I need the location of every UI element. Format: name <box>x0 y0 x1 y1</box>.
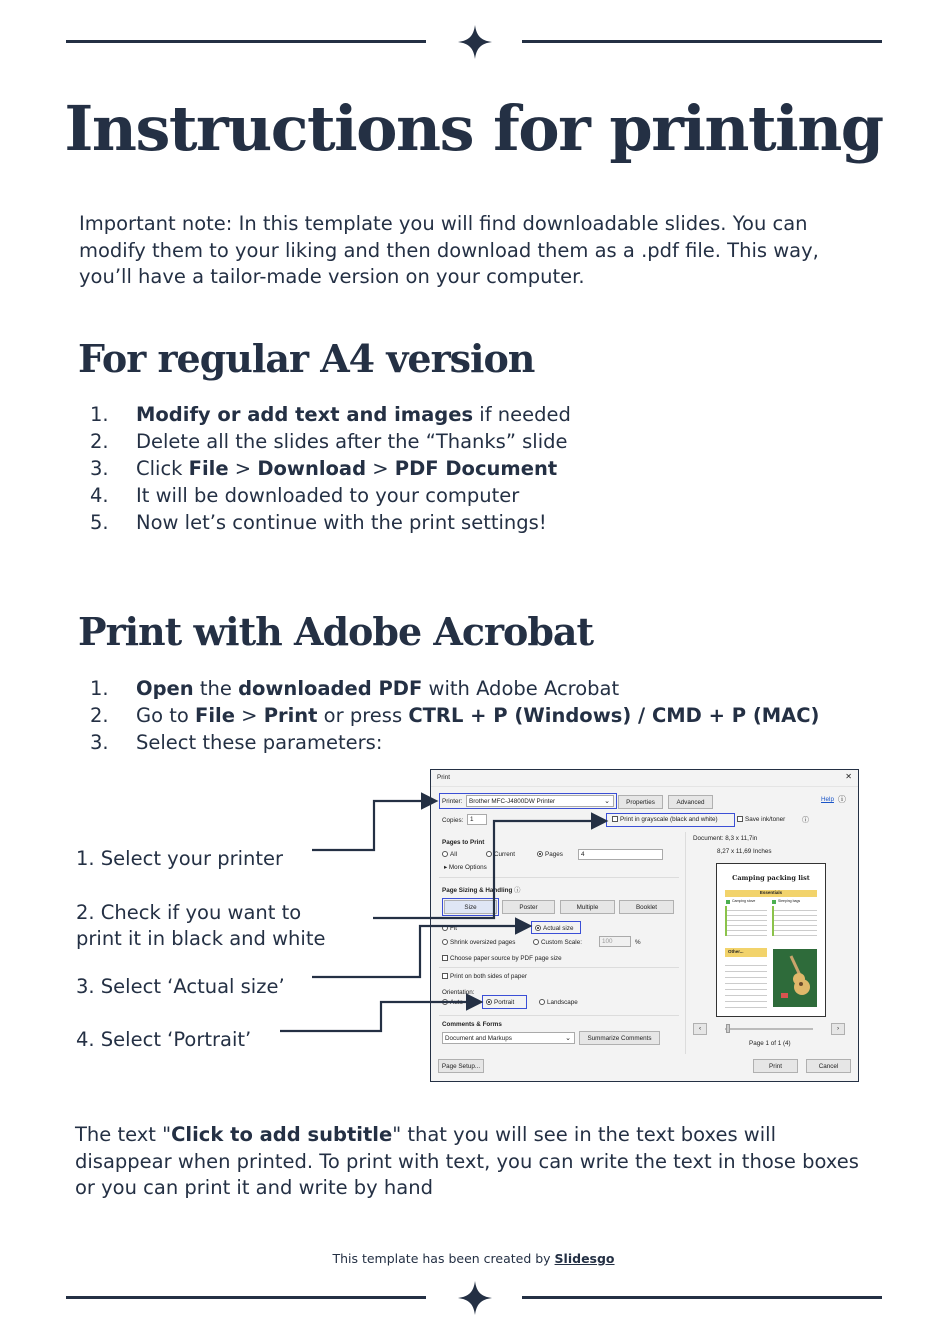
copies-value: 1 <box>470 816 474 823</box>
preview-item-1: Camping stove <box>732 899 756 903</box>
list-item <box>78 702 819 729</box>
text-run: Go to <box>136 704 196 727</box>
radio-fit[interactable] <box>442 925 457 932</box>
callout-grayscale-line2: print it in black and white <box>76 927 326 950</box>
tab-booklet[interactable]: Booklet <box>619 900 674 914</box>
copies-label: Copies: <box>442 817 464 824</box>
both-sides-check-icon <box>442 973 448 979</box>
pages-input-value: 4 <box>581 851 585 858</box>
list-item <box>78 455 571 482</box>
callout-portrait: 4. Select ‘Portrait’ <box>76 1028 252 1051</box>
radio-pages-label: Pages <box>545 851 563 858</box>
a4-steps-list <box>78 401 571 536</box>
text-run: > <box>234 704 264 727</box>
actual-size-highlight <box>531 921 581 934</box>
custom-scale-value: 100 <box>602 938 613 945</box>
radio-custom-scale-icon <box>533 939 539 945</box>
portrait-highlight <box>482 995 527 1009</box>
both-sides-label: Print on both sides of paper <box>450 973 528 980</box>
preview-section-essentials: Essentials <box>759 890 783 895</box>
preview-lines-bottom <box>725 960 767 1008</box>
list-item <box>78 729 819 756</box>
radio-current[interactable] <box>486 851 515 858</box>
text-run: Now let’s continue with the print settings! <box>136 511 547 534</box>
radio-current-icon <box>486 851 492 857</box>
radio-fit-icon <box>442 925 448 931</box>
bold-text: Modify or add text and images <box>136 403 474 426</box>
heading-acrobat: Print with Adobe Acrobat <box>78 609 594 654</box>
bold-text: Open <box>136 677 194 700</box>
page-slider-thumb[interactable] <box>726 1024 730 1033</box>
bottom-rule-left <box>66 1296 426 1299</box>
list-item <box>78 675 819 702</box>
page-slider[interactable] <box>725 1028 813 1030</box>
dialog-title: Print <box>437 774 450 781</box>
list-number: 2. <box>90 430 109 453</box>
save-ink-checkbox[interactable] <box>737 816 785 823</box>
list-item <box>78 428 571 455</box>
left-panel-divider <box>685 832 686 1054</box>
bottom-rule-right <box>522 1296 882 1299</box>
pages-input[interactable] <box>578 849 663 860</box>
paper-size: 8,27 x 11,69 Inches <box>717 848 772 855</box>
document-size: Document: 8,3 x 11,7in <box>693 835 758 842</box>
grayscale-label: Print in grayscale (black and white) <box>620 816 718 823</box>
list-number: 2. <box>90 704 109 727</box>
radio-landscape-icon <box>539 999 545 1005</box>
list-text <box>136 675 619 702</box>
list-text <box>136 428 568 455</box>
footer-brand-link[interactable]: Slidesgo <box>554 1251 615 1266</box>
list-number: 3. <box>90 731 109 754</box>
radio-custom-scale-label: Custom Scale: <box>541 939 582 946</box>
radio-auto-label: Auto <box>450 999 463 1006</box>
guitar-icon <box>773 949 817 1007</box>
more-options-label: More Options <box>448 864 487 871</box>
text-run: Select these parameters: <box>136 731 383 754</box>
pages-to-print-heading: Pages to Print <box>442 839 485 846</box>
bold-text: downloaded PDF <box>238 677 423 700</box>
properties-button[interactable]: Properties <box>618 795 663 809</box>
preview-lines-left <box>725 906 767 936</box>
save-ink-label: Save ink/toner <box>745 816 786 823</box>
text-run: It will be downloaded to your computer <box>136 484 520 507</box>
list-item <box>78 509 571 536</box>
help-icon: ⓘ <box>838 795 846 804</box>
page-title: Instructions for printing <box>64 92 883 165</box>
text-run: the <box>193 677 239 700</box>
printer-label: Printer: <box>442 798 463 805</box>
copies-input[interactable] <box>467 814 487 825</box>
list-text <box>136 729 382 756</box>
arrow-printer <box>312 801 434 850</box>
list-item <box>78 482 571 509</box>
bold-text: PDF Document <box>394 457 558 480</box>
comments-value: Document and Markups <box>445 1035 512 1042</box>
text-run: The text " <box>75 1123 172 1146</box>
radio-auto-icon <box>442 999 448 1005</box>
radio-all-icon <box>442 851 448 857</box>
callout-grayscale-line1: 2. Check if you want to <box>76 901 302 924</box>
close-icon[interactable]: ✕ <box>845 772 852 781</box>
list-text <box>136 401 571 428</box>
text-run: or press <box>317 704 409 727</box>
preview-title: Camping packing list <box>732 874 810 882</box>
radio-portrait-label: Portrait <box>494 999 515 1006</box>
printer-value: Brother MFC-J4800DW Printer <box>469 798 556 805</box>
custom-scale-input[interactable] <box>599 936 631 947</box>
heading-a4: For regular A4 version <box>78 336 535 381</box>
pages-divider <box>439 877 679 878</box>
preview-guitar-image <box>773 949 817 1007</box>
next-page-button[interactable]: › <box>831 1023 845 1035</box>
radio-pages-icon <box>537 851 543 857</box>
outro-note <box>75 1122 875 1202</box>
footer-credit <box>0 1251 947 1266</box>
list-number: 1. <box>90 403 109 426</box>
footer-prefix: This template has been created by <box>332 1251 555 1266</box>
bottom-star-ornament <box>458 1281 492 1315</box>
radio-pages[interactable] <box>537 851 563 858</box>
both-sides-checkbox[interactable] <box>442 973 527 980</box>
text-run: " that you will see in the text boxes will disappear when printed. To print with text, you can write the text in those boxes or you can print it and write by hand <box>75 1123 859 1199</box>
page-preview <box>716 863 826 1017</box>
top-rule-left <box>66 40 426 43</box>
tab-multiple[interactable]: Multiple <box>560 900 615 914</box>
preview-item-2: Sleeping bags <box>778 899 801 903</box>
bold-text: File <box>188 457 229 480</box>
radio-landscape-label: Landscape <box>547 999 578 1006</box>
paper-source-checkbox[interactable] <box>442 955 562 962</box>
comments-chevron-down-icon: ⌄ <box>565 1035 571 1042</box>
radio-all-label: All <box>450 851 457 858</box>
intro-note: Important note: In this template you will find downloadable slides. You can modify them to your liking and then download them as a .pdf file. This way, you’ll have a tailor-made version on your computer. <box>79 212 819 288</box>
summarize-button[interactable]: Summarize Comments <box>579 1031 660 1045</box>
callout-actual-size: 3. Select ‘Actual size’ <box>76 975 285 998</box>
list-number: 4. <box>90 484 109 507</box>
bold-text: File <box>195 704 235 727</box>
list-text <box>136 455 557 482</box>
grayscale-highlight <box>606 813 735 827</box>
radio-shrink-label: Shrink oversized pages <box>450 939 516 946</box>
sizing-heading-label: Page Sizing & Handling <box>442 887 513 894</box>
sizing-heading: Page Sizing & Handling ⓘ <box>442 887 521 894</box>
paper-source-label: Choose paper source by PDF page size <box>450 955 562 962</box>
text-run: Delete all the slides after the “Thanks” slide <box>136 430 568 453</box>
page-setup-button[interactable]: Page Setup... <box>438 1059 484 1073</box>
print-button[interactable]: Print <box>753 1059 798 1073</box>
more-options-toggle[interactable]: ▸ More Options <box>444 864 487 871</box>
orientation-divider <box>439 1015 679 1016</box>
paper-source-check-icon <box>442 955 448 961</box>
print-dialog-screenshot <box>430 769 859 1082</box>
orientation-label: Orientation: <box>442 989 475 996</box>
advanced-button[interactable]: Advanced <box>668 795 713 809</box>
top-star-ornament <box>458 25 492 59</box>
printer-highlight <box>439 793 617 809</box>
text-run: > <box>228 457 258 480</box>
radio-shrink-icon <box>442 939 448 945</box>
prev-page-button[interactable]: ‹ <box>693 1023 707 1035</box>
tab-size[interactable]: Size <box>444 900 497 914</box>
help-link[interactable]: Help <box>821 796 834 803</box>
radio-actual-size-label: Actual size <box>543 925 574 932</box>
list-text <box>136 702 819 729</box>
page-of-label: Page 1 of 1 (4) <box>749 1040 791 1047</box>
list-item <box>78 401 571 428</box>
list-number: 5. <box>90 511 109 534</box>
list-text <box>136 509 547 536</box>
preview-check-1 <box>726 900 730 904</box>
list-number: 3. <box>90 457 109 480</box>
preview-check-2 <box>772 900 776 904</box>
text-run: Click <box>136 457 189 480</box>
radio-fit-label: Fit <box>450 925 457 932</box>
chevron-down-icon: ⌄ <box>604 798 610 805</box>
bold-text: CTRL + P (Windows) / CMD + P (MAC) <box>408 704 820 727</box>
radio-landscape[interactable] <box>539 999 578 1006</box>
radio-auto[interactable] <box>442 999 463 1006</box>
title-divider <box>431 786 858 787</box>
info-icon: ⓘ <box>802 817 809 824</box>
preview-lines-right <box>772 906 817 936</box>
cancel-button[interactable]: Cancel <box>806 1059 851 1073</box>
tab-poster[interactable]: Poster <box>502 900 555 914</box>
text-run: > <box>366 457 395 480</box>
preview-section-other: Other... <box>728 949 744 954</box>
callout-printer: 1. Select your printer <box>76 847 284 870</box>
radio-custom-scale[interactable] <box>533 939 582 946</box>
acrobat-steps-list <box>78 675 819 756</box>
bold-text: Download <box>257 457 367 480</box>
bold-text: Print <box>263 704 318 727</box>
text-run: with Adobe Acrobat <box>422 677 620 700</box>
save-ink-check-icon <box>737 816 743 822</box>
comments-select[interactable] <box>442 1032 575 1044</box>
top-rule-right <box>522 40 882 43</box>
radio-current-label: Current <box>494 851 515 858</box>
percent-sign: % <box>635 939 641 946</box>
list-number: 1. <box>90 677 109 700</box>
comments-heading: Comments & Forms <box>442 1021 502 1028</box>
bold-text: Click to add subtitle <box>171 1123 393 1146</box>
sizing-divider <box>439 967 679 968</box>
radio-shrink[interactable] <box>442 939 515 946</box>
radio-all[interactable] <box>442 851 457 858</box>
size-tab-highlight <box>442 898 499 916</box>
list-text <box>136 482 519 509</box>
text-run: if needed <box>473 403 571 426</box>
